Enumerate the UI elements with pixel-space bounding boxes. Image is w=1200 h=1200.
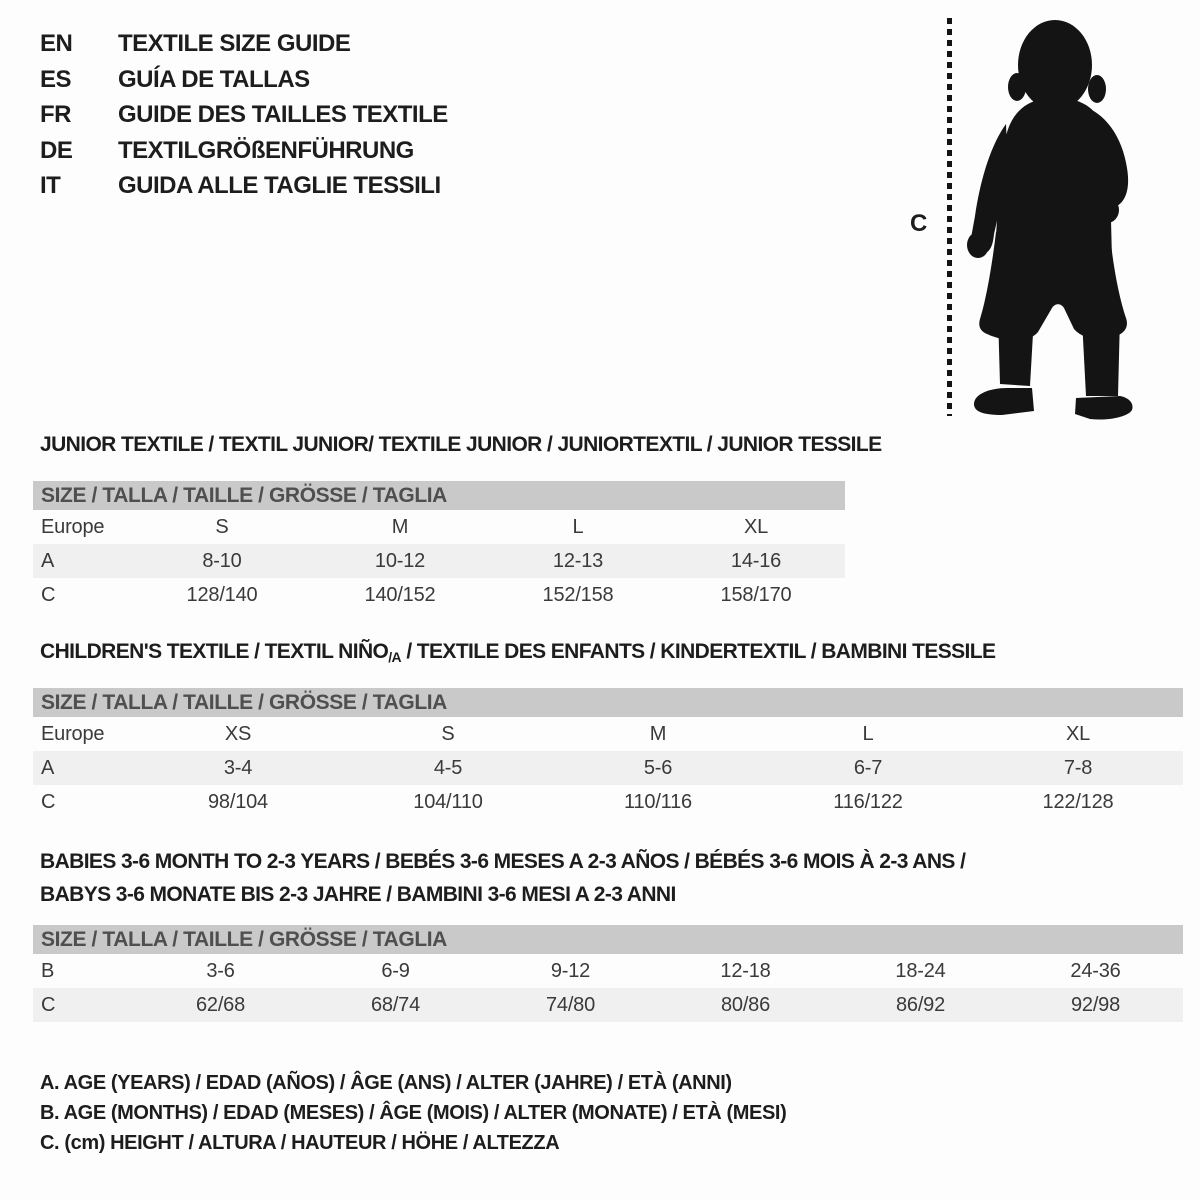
size-cell: L xyxy=(572,515,584,538)
size-header-band: SIZE / TALLA / TAILLE / GRÖSSE / TAGLIA xyxy=(33,481,845,510)
height-cell: 104/110 xyxy=(413,790,483,813)
age-cell: 8-10 xyxy=(133,544,311,578)
language-row-it xyxy=(40,168,448,204)
age-cell: 6-7 xyxy=(763,751,973,785)
height-cell: 158/170 xyxy=(720,583,792,606)
row-label: A xyxy=(33,544,133,578)
height-cell: 92/98 xyxy=(1008,988,1183,1022)
row-label: C xyxy=(41,583,56,606)
language-title: GUIDE DES TAILLES TEXTILE xyxy=(118,101,448,128)
row-label: B xyxy=(41,959,55,982)
heading-text: / TEXTILE DES ENFANTS / KINDERTEXTIL / BAMBINI TESSILE xyxy=(401,640,996,663)
height-cell: 128/140 xyxy=(186,583,258,606)
size-header-band: SIZE / TALLA / TAILLE / GRÖSSE / TAGLIA xyxy=(33,688,1183,717)
age-cell: 7-8 xyxy=(973,751,1183,785)
language-title: TEXTILE SIZE GUIDE xyxy=(118,30,351,57)
language-row-es xyxy=(40,62,448,98)
age-cell: 14-16 xyxy=(667,544,845,578)
months-cell: 24-36 xyxy=(1070,959,1121,982)
height-cell: 68/74 xyxy=(308,988,483,1022)
age-cell: 12-13 xyxy=(489,544,667,578)
size-cell: L xyxy=(862,722,874,745)
height-cell: 86/92 xyxy=(833,988,1008,1022)
height-cell: 74/80 xyxy=(483,988,658,1022)
row-label: C xyxy=(41,790,56,813)
row-label: C xyxy=(33,988,133,1022)
months-cell: 3-6 xyxy=(206,959,235,982)
heading-text: CHILDREN'S TEXTILE / TEXTIL NIÑO xyxy=(40,640,389,663)
language-row-fr xyxy=(40,97,448,133)
junior-section-heading: JUNIOR TEXTILE / TEXTIL JUNIOR/ TEXTILE JUNIOR / JUNIORTEXTIL / JUNIOR TESSILE xyxy=(40,433,882,456)
months-cell: 6-9 xyxy=(381,959,410,982)
height-cell: 80/86 xyxy=(658,988,833,1022)
size-cell: XS xyxy=(224,722,252,745)
language-row-en xyxy=(40,26,448,62)
age-cell: 10-12 xyxy=(311,544,489,578)
size-cell: S xyxy=(441,722,455,745)
language-list xyxy=(40,26,448,204)
size-cell: M xyxy=(391,515,409,538)
children-section-heading xyxy=(40,640,995,665)
language-code: ES xyxy=(40,65,72,93)
table-row-age xyxy=(33,751,1183,785)
babies-section-heading xyxy=(40,845,965,911)
months-cell: 18-24 xyxy=(895,959,946,982)
legend xyxy=(40,1068,786,1158)
babies-heading-line2: BABYS 3-6 MONATE BIS 2-3 JAHRE / BAMBINI 3-6 MESI A 2-3 ANNI xyxy=(40,883,676,906)
height-cell: 122/128 xyxy=(1042,790,1114,813)
table-row-height xyxy=(33,785,1183,819)
height-cell: 110/116 xyxy=(624,790,692,813)
legend-line-c: C. (cm) HEIGHT / ALTURA / HAUTEUR / HÖHE / ALTEZZA xyxy=(40,1132,560,1154)
size-cell: XL xyxy=(743,515,769,538)
table-row-height xyxy=(33,578,845,612)
language-code: EN xyxy=(40,30,73,57)
legend-line-b: B. AGE (MONTHS) / EDAD (MESES) / ÂGE (MOIS) / ALTER (MONATE) / ETÀ (MESI) xyxy=(40,1102,787,1124)
language-title: TEXTILGRÖßENFÜHRUNG xyxy=(118,136,414,164)
table-row-europe xyxy=(33,717,1183,751)
language-title: GUIDA ALLE TAGLIE TESSILI xyxy=(118,172,441,199)
junior-size-table xyxy=(33,481,845,612)
children-size-table xyxy=(33,688,1183,819)
baby-silhouette-image xyxy=(962,14,1143,422)
row-label: Europe xyxy=(41,722,105,745)
height-cell: 62/68 xyxy=(133,988,308,1022)
age-cell: 4-5 xyxy=(343,751,553,785)
height-cell: 140/152 xyxy=(364,583,436,606)
months-cell: 12-18 xyxy=(720,959,771,982)
height-cell: 152/158 xyxy=(542,583,614,606)
row-label: Europe xyxy=(41,515,105,538)
language-code: DE xyxy=(40,136,73,164)
table-row-europe xyxy=(33,510,845,544)
height-measure-label: C xyxy=(910,210,928,237)
babies-size-table xyxy=(33,925,1183,1022)
row-label: A xyxy=(33,751,133,785)
height-measure-dashed-line xyxy=(947,18,952,416)
height-cell: 98/104 xyxy=(208,790,268,813)
age-cell: 5-6 xyxy=(553,751,763,785)
months-cell: 9-12 xyxy=(550,959,591,982)
table-row-months xyxy=(33,954,1183,988)
language-title: GUÍA DE TALLAS xyxy=(118,65,310,93)
heading-subscript: /A xyxy=(388,649,402,665)
table-row-age xyxy=(33,544,845,578)
language-code: IT xyxy=(40,172,61,199)
size-header-band: SIZE / TALLA / TAILLE / GRÖSSE / TAGLIA xyxy=(33,925,1183,954)
size-cell: S xyxy=(215,515,229,538)
babies-heading-line1: BABIES 3-6 MONTH TO 2-3 YEARS / BEBÉS 3-6 MESES A 2-3 AÑOS / BÉBÉS 3-6 MOIS À 2-3 ANS / xyxy=(40,850,966,873)
legend-line-a: A. AGE (YEARS) / EDAD (AÑOS) / ÂGE (ANS) / ALTER (JAHRE) / ETÀ (ANNI) xyxy=(40,1072,732,1094)
age-cell: 3-4 xyxy=(133,751,343,785)
size-cell: M xyxy=(649,722,667,745)
language-row-de xyxy=(40,133,448,169)
size-cell: XL xyxy=(1065,722,1091,745)
height-cell: 116/122 xyxy=(833,790,903,813)
language-code: FR xyxy=(40,101,71,128)
table-row-height xyxy=(33,988,1183,1022)
